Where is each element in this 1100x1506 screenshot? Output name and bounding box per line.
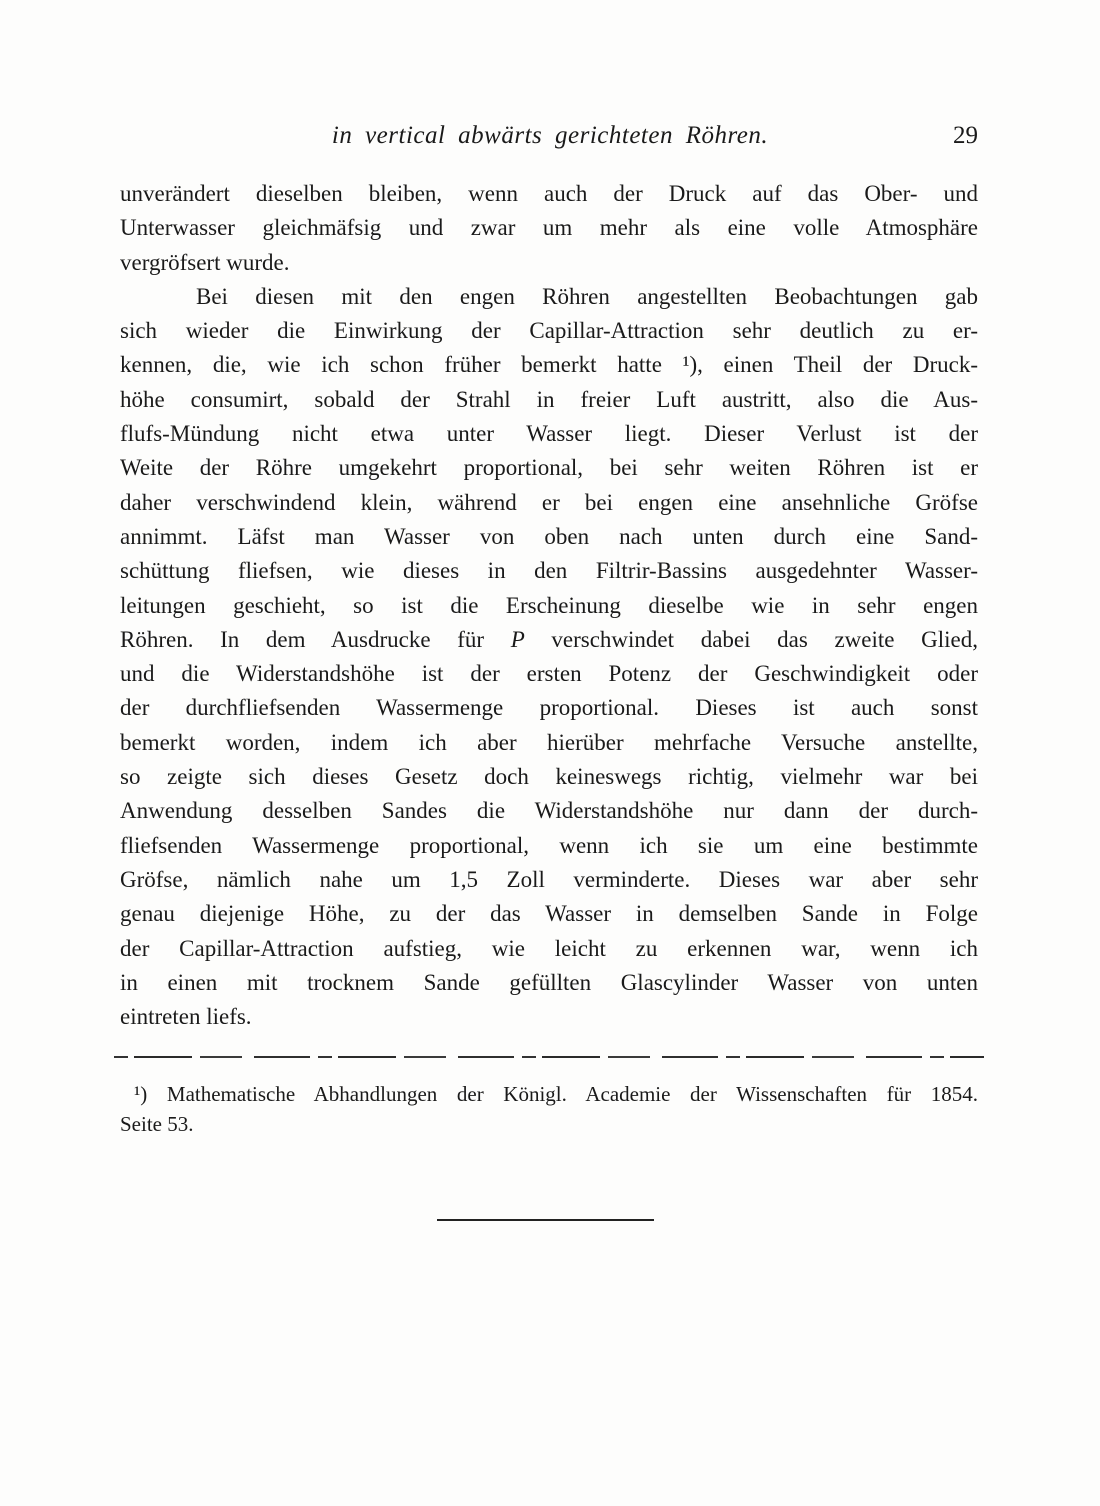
page-number: 29 (953, 122, 978, 149)
body-line: bemerkt worden, indem ich aber hierüber mehrfache Versuche anstellte, (120, 729, 978, 755)
body-line: Unterwasser gleichmäfsig und zwar um mehr als eine volle Atmosphäre (120, 215, 978, 241)
body-line: Weite der Röhre umgekehrt proportional, bei sehr weiten Röhren ist er (120, 455, 978, 481)
footnote-separator-rule (114, 1056, 984, 1058)
body-line: so zeigte sich dieses Gesetz doch keineswegs richtig, vielmehr war bei (120, 764, 978, 790)
body-line: vergröfsert wurde. (120, 249, 290, 275)
body-line: der Capillar-Attraction aufstieg, wie leicht zu erkennen war, wenn ich (120, 935, 978, 961)
body-line: genau diejenige Höhe, zu der das Wasser in demselben Sande in Folge (120, 901, 978, 927)
body-line: der durchfliefsenden Wassermenge proportional. Dieses ist auch sonst (120, 695, 978, 721)
body-line: eintreten liefs. (120, 1004, 252, 1030)
body-line: in einen mit trocknem Sande gefüllten Glascylinder Wasser von unten (120, 969, 978, 995)
body-text-block (120, 177, 978, 1034)
footnote-line: Seite 53. (120, 1112, 194, 1136)
body-line-with-formula (120, 623, 978, 657)
body-line: fliefsenden Wassermenge proportional, wenn ich sie um eine bestimmte (120, 832, 978, 858)
body-line: flufs-Mündung nicht etwa unter Wasser liegt. Dieser Verlust ist der (120, 421, 978, 447)
body-line: schüttung fliefsen, wie dieses in den Filtrir-Bassins ausgedehnter Wasser- (120, 558, 978, 584)
body-line: Gröfse, nämlich nahe um 1,5 Zoll verminderte. Dieses war aber sehr (120, 866, 978, 892)
footnote-line: ¹) Mathematische Abhandlungen der Königl. Academie der Wissenschaften für 1854. (134, 1082, 978, 1106)
body-line: unverändert dieselben bleiben, wenn auch der Druck auf das Ober- und (120, 181, 978, 206)
section-end-rule (437, 1219, 654, 1221)
body-line: annimmt. Läfst man Wasser von oben nach unten durch eine Sand- (120, 523, 978, 549)
body-line: leitungen geschieht, so ist die Erscheinung dieselbe wie in sehr engen (120, 592, 978, 618)
formula-variable-P: P (510, 626, 525, 652)
body-line-text: Röhren. In dem Ausdrucke für (120, 626, 511, 652)
body-line: höhe consumirt, sobald der Strahl in freier Luft austritt, also die Aus- (120, 386, 978, 412)
footnote (120, 1079, 978, 1139)
body-line: und die Widerstandshöhe ist der ersten Potenz der Geschwindigkeit oder (120, 661, 978, 687)
body-line: sich wieder die Einwirkung der Capillar-Attraction sehr deutlich zu er- (120, 318, 978, 344)
body-line: Bei diesen mit den engen Röhren angestellten Beobachtungen gab (196, 283, 978, 309)
running-title: in vertical abwärts gerichteten Röhren. (331, 122, 769, 149)
body-line: daher verschwindend klein, während er bei engen eine ansehnliche Gröfse (120, 489, 978, 515)
body-line: kennen, die, wie ich schon früher bemerkt hatte ¹), einen Theil der Druck- (120, 352, 978, 378)
body-line: Anwendung desselben Sandes die Widerstandshöhe nur dann der durch- (120, 798, 978, 824)
body-line-text: verschwindet dabei das zweite Glied, (524, 626, 978, 652)
